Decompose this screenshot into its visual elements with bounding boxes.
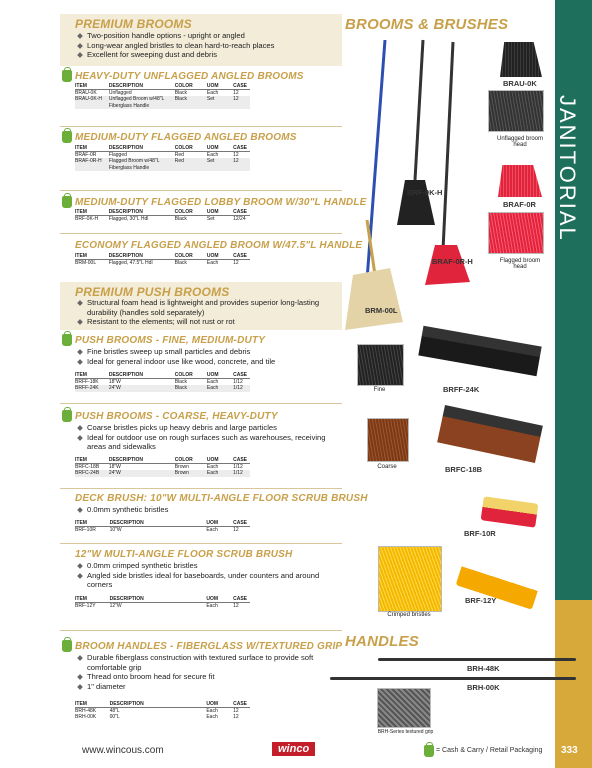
brh00k-image [330, 677, 576, 680]
md-flagged-title: MEDIUM-DUTY FLAGGED ANGLED BROOMS [75, 132, 297, 143]
hd-unflagged-table: ITEM DESCRIPTION COLOR UOM CASE BRAU-0K Unflagged Black Each 12 BRAU-0K-H Unflagged Broom w/48"L Fiberglass Handle Black Set 12 [75, 83, 250, 109]
economy-title: ECONOMY FLAGGED ANGLED BROOM W/47.5"L HANDLE [75, 240, 363, 251]
economy-table: ITEM DESCRIPTION COLOR UOM CASE BRM-00L Flagged, 47.5"L Hdl Black Each 12 [75, 253, 250, 266]
handles-title: HANDLES [345, 633, 419, 650]
lobby-title: MEDIUM-DUTY FLAGGED LOBBY BROOM W/30"L HANDLE [75, 197, 367, 208]
fine-caption: Fine [373, 387, 386, 393]
table-row: BRF-12Y 12"W Each 12 [75, 603, 239, 610]
retail-bag-icon [62, 70, 72, 82]
push-coarse-bullets: Coarse bristles picks up heavy debris and large particles Ideal for outdoor use on rough surfaces such as warehouses, receiving areas and sidewalks [78, 423, 343, 452]
unflagged-caption: Unflagged broom head [496, 136, 544, 148]
retail-bag-icon [62, 196, 72, 208]
divider [60, 126, 342, 127]
lobby-table: ITEM DESCRIPTION COLOR UOM CASE BRF-0K-H Flagged, 30"L Hdl Black Set 12/24 [75, 209, 250, 222]
flagged-head-image [488, 212, 544, 254]
brf0kh-label: BRF-0K-H [407, 188, 443, 197]
table-row: BRF-10R 10"W Each 12 [75, 527, 239, 534]
table-row: BRM-00L Flagged, 47.5"L Hdl Black Each 12 [75, 260, 239, 267]
brh48k-label: BRH-48K [467, 664, 500, 673]
side-tab-label: JANITORIAL [555, 95, 580, 242]
push-coarse-table: ITEM DESCRIPTION COLOR UOM CASE BRFC-18B 18"W Brown Each 1/12 BRFC-24B 24"W Brown Each 1/12 [75, 457, 250, 477]
braf-image [498, 165, 542, 197]
brfc18b-image [437, 405, 543, 463]
brf10r-image [481, 496, 539, 527]
retail-bag-icon [424, 745, 434, 757]
retail-bag-icon [62, 334, 72, 346]
brf12y-label: BRF-12Y [465, 596, 497, 605]
table-row: BRAF-0R Flagged Red Each 12 [75, 152, 239, 159]
handles-bullets: Durable fiberglass construction with textured surface to provide soft comfortable grip Thread onto broom head for secure fit 1" diameter [78, 653, 340, 691]
brand-logo: winco [272, 742, 315, 756]
grip-closeup-image [377, 688, 431, 728]
hd-unflagged-title: HEAVY-DUTY UNFLAGGED ANGLED BROOMS [75, 71, 304, 82]
website-link[interactable]: www.wincous.com [82, 745, 164, 756]
braf0rh-label: BRAF-0R-H [432, 257, 473, 266]
divider [60, 488, 342, 489]
brh48k-image [378, 658, 576, 661]
table-row: BRH-00K 00"L Each 12 [75, 714, 239, 721]
divider [60, 403, 342, 404]
retail-bag-icon [62, 640, 72, 652]
push-fine-bullets: Fine bristles sweep up small particles and debris Ideal for general indoor use like wood, concrete, and tile [78, 347, 348, 366]
braf-label: BRAF-0R [503, 200, 536, 209]
handles-table: ITEM DESCRIPTION UOM CASE BRH-48K 48"L Each 12 BRH-00K 00"L Each 12 [75, 701, 250, 721]
table-row: BRFF-18K 18"W Black Each 1/12 [75, 379, 243, 386]
flagged-caption: Flagged broom head [499, 258, 541, 270]
push-coarse-title: PUSH BROOMS - COARSE, HEAVY-DUTY [75, 411, 278, 422]
deck-table: ITEM DESCRIPTION UOM CASE BRF-10R 10"W Each 12 [75, 520, 250, 533]
divider [60, 233, 342, 234]
premium-brooms-bullets [78, 31, 343, 60]
push-fine-title: PUSH BROOMS - FINE, MEDIUM-DUTY [75, 335, 266, 346]
brfc18b-label: BRFC-18B [445, 465, 483, 474]
table-row: BRH-48K 48"L Each 12 [75, 708, 239, 715]
brh00k-label: BRH-00K [467, 683, 500, 692]
divider [60, 630, 342, 631]
table-row: BRAF-0R-H Flagged Broom w/48"L Fiberglass Handle Red Set 12 [75, 158, 250, 170]
push-fine-table: ITEM DESCRIPTION COLOR UOM CASE BRFF-18K 18"W Black Each 1/12 BRFF-24K 24"W Black Each 1/12 [75, 372, 250, 392]
bullet: Long-wear angled bristles to clean hard-to-reach places [78, 41, 343, 51]
grip-caption: BRH-Series textured grip [377, 729, 434, 735]
md-flagged-table: ITEM DESCRIPTION COLOR UOM CASE BRAF-0R Flagged Red Each 12 BRAF-0R-H Flagged Broom w/48"L Fiberglass Handle Red Set 12 [75, 145, 250, 171]
brff24k-label: BRFF-24K [443, 385, 480, 394]
table-row: BRAU-0K-H Unflagged Broom w/48"L Fiberglass Handle Black Set 12 [75, 96, 250, 108]
table-row: BRFC-24B 24"W Brown Each 1/12 [75, 470, 250, 476]
divider [60, 190, 342, 191]
table-row: BRFC-18B 18"W Brown Each 1/12 [75, 464, 243, 471]
table-row: BRAU-0K Unflagged Black Each 12 [75, 90, 239, 97]
table-row: BRF-0K-H Flagged, 30"L Hdl Black Set 12/24 [75, 216, 246, 223]
page-number: 333 [561, 745, 578, 756]
side-tab [555, 0, 592, 600]
crimped-caption: Crimped bristles [387, 612, 431, 618]
brooms-illustration [345, 30, 485, 330]
deck-title: DECK BRUSH: 10"W MULTI-ANGLE FLOOR SCRUB BRUSH [75, 493, 368, 504]
coarse-closeup-image [367, 418, 409, 462]
handles-sub-title: BROOM HANDLES - FIBERGLASS W/TEXTURED GRIP [75, 641, 343, 652]
premium-push-bullets: Structural foam head is lightweight and provides superior long-lasting durability (handles sold separately) Resistant to the elements; will not rust or rot [78, 298, 340, 327]
scrub12-table: ITEM DESCRIPTION UOM CASE BRF-12Y 12"W Each 12 [75, 596, 250, 609]
bullet: Two-position handle options - upright or angled [78, 31, 343, 41]
crimped-closeup-image [378, 546, 442, 612]
side-tab-gold [555, 600, 592, 768]
brau-label: BRAU-0K [503, 79, 537, 88]
brf10r-label: BRF-10R [464, 529, 496, 538]
coarse-caption: Coarse [377, 464, 397, 470]
scrub12-bullets: 0.0mm crimped synthetic bristles Angled side bristles ideal for baseboards, under counters and around corners [78, 561, 343, 590]
section-title: BROOMS & BRUSHES [345, 16, 509, 33]
fine-closeup-image [357, 344, 404, 386]
legend-text: = Cash & Carry / Retail Packaging [436, 747, 543, 754]
deck-bullets: 0.0mm synthetic bristles [78, 505, 338, 515]
bullet: Excellent for sweeping dust and debris [78, 50, 343, 60]
premium-brooms-title: PREMIUM BROOMS [75, 17, 192, 31]
brau-image [500, 42, 542, 77]
retail-bag-icon [62, 410, 72, 422]
table-row: BRFF-24K 24"W Black Each 1/12 [75, 385, 250, 391]
premium-push-title: PREMIUM PUSH BROOMS [75, 285, 230, 299]
scrub12-title: 12"W MULTI-ANGLE FLOOR SCRUB BRUSH [75, 549, 293, 560]
divider [60, 543, 342, 544]
unflagged-head-image [488, 90, 544, 132]
brm-label: BRM-00L [365, 306, 398, 315]
retail-bag-icon [62, 131, 72, 143]
brff24k-image [418, 326, 541, 376]
